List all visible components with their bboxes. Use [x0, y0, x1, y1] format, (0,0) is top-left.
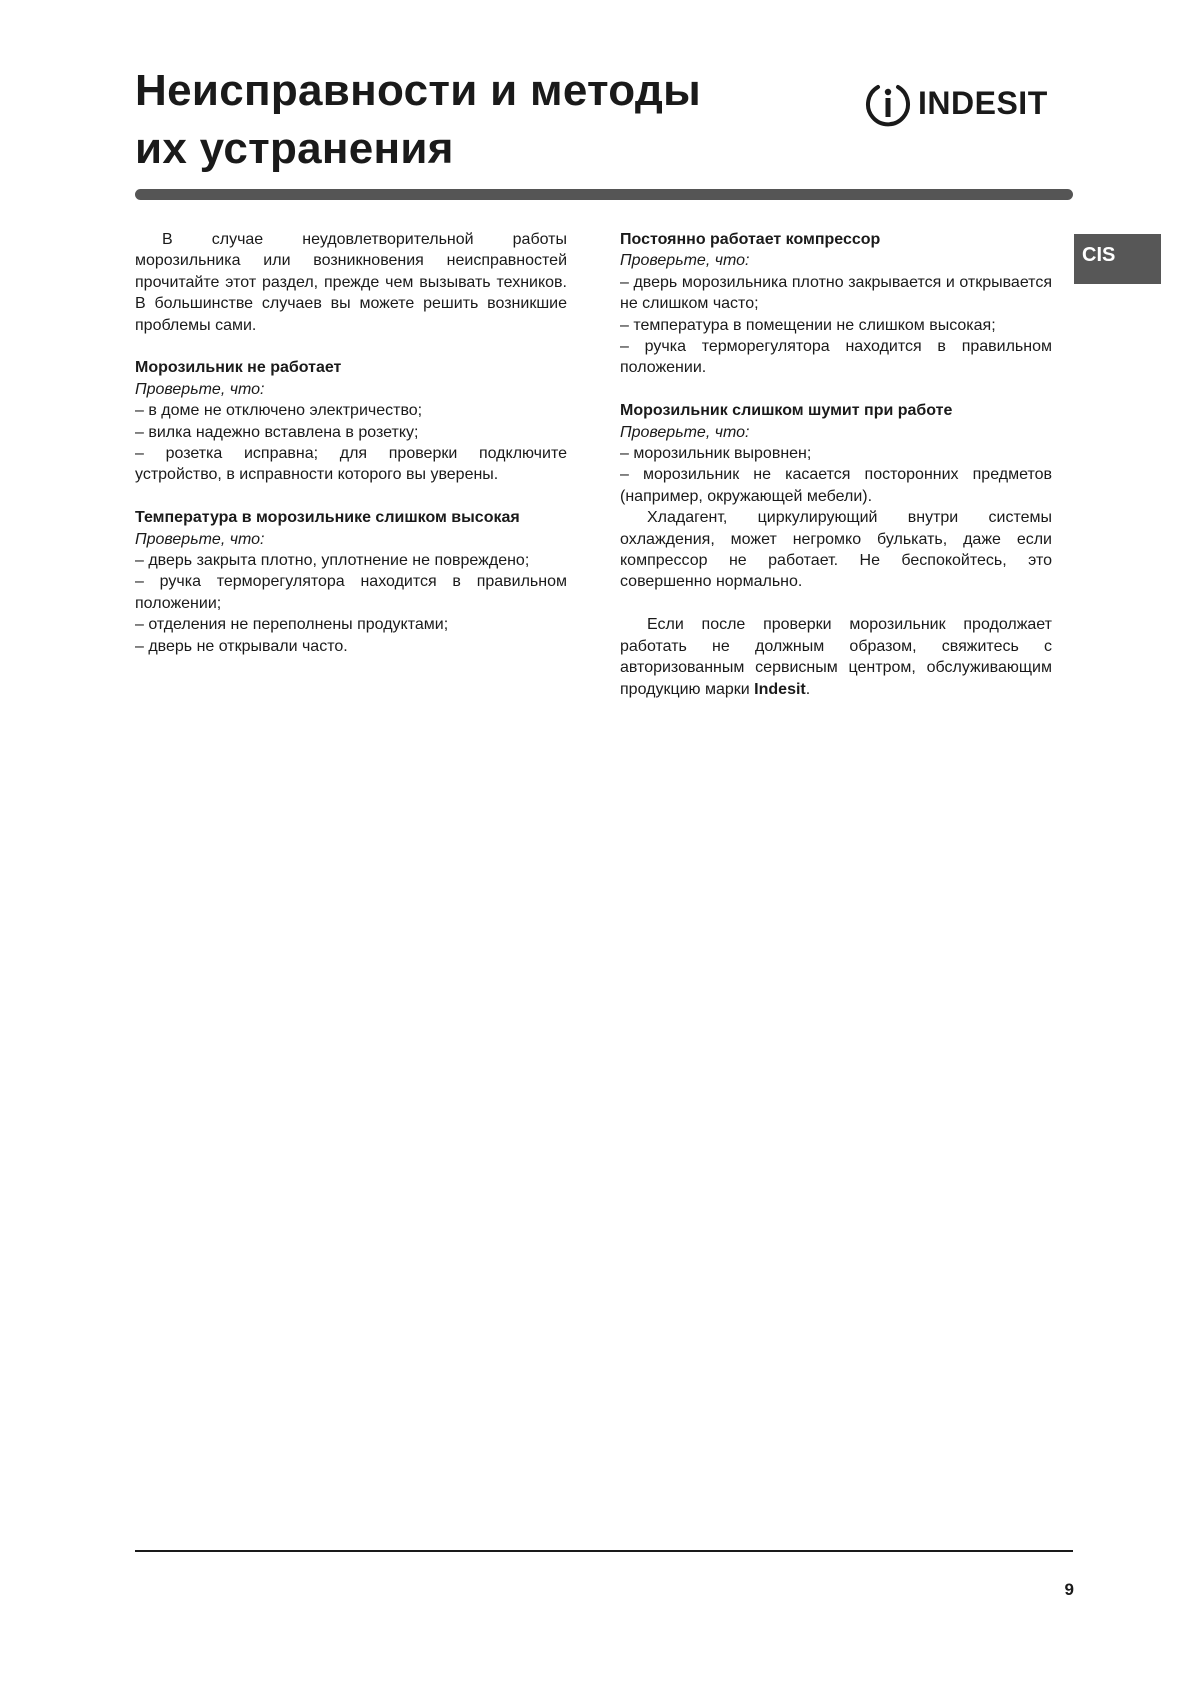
page-title [135, 62, 775, 178]
list-item: – ручка терморегулятора находится в правильном положении; [135, 573, 567, 612]
list-item: – морозильник выровнен; [620, 445, 812, 463]
check-label: Проверьте, что: [620, 252, 750, 270]
page-title-line-1: Неисправности и методы [135, 66, 701, 115]
right-column [620, 229, 1052, 700]
section-heading: Постоянно работает компрессор [620, 231, 881, 248]
list-item: – розетка исправна; для проверки подключите устройство, в исправности которого вы уверены. [135, 445, 567, 484]
closing-paragraph [620, 614, 1052, 700]
refrigerant-note: Хладагент, циркулирующий внутри системы охлаждения, может негромко булькать, даже если компрессор не работает. Не беспокойтесь, это совершенно нормально. [620, 509, 1052, 591]
list-item: – вилка надежно вставлена в розетку; [135, 423, 419, 441]
closing-text: Если после проверки морозильник продолжает работать не должным образом, свяжитесь с авторизованным сервисным центром, обслуживающим продукцию марки [620, 616, 1052, 698]
list-item: – в доме не отключено электричество; [135, 402, 423, 420]
list-item: – отделения не переполнены продуктами; [135, 616, 449, 634]
section-heading: Температура в морозильнике слишком высокая [135, 509, 520, 527]
section-compressor-always-running [620, 229, 1052, 379]
section-freezer-too-noisy [620, 400, 1052, 593]
list-item: – дверь морозильника плотно закрывается и открывается не слишком часто; [620, 273, 1052, 313]
check-label: Проверьте, что: [620, 423, 750, 441]
page-title-line-2: их устранения [135, 124, 454, 173]
header-divider [135, 189, 1073, 200]
check-label: Проверьте, что: [135, 380, 265, 398]
section-heading: Морозильник не работает [135, 359, 342, 377]
list-item: – дверь закрыта плотно, уплотнение не повреждено; [135, 552, 530, 570]
check-label: Проверьте, что: [135, 530, 265, 548]
section-heading: Морозильник слишком шумит при работе [620, 402, 953, 420]
list-item: – морозильник не касается посторонних предметов (например, окружающей мебели). [620, 466, 1052, 505]
left-column [135, 229, 567, 657]
list-item: – температура в помещении не слишком высокая; [620, 316, 996, 334]
closing-brand: Indesit [754, 680, 806, 698]
intro-paragraph: В случае неудовлетворительной работы морозильника или возникновения неисправностей прочитайте этот раздел, прежде чем вызывать техников. В большинстве случаев вы можете решить возникшие проблемы сами. [135, 231, 567, 334]
footer-divider [135, 1550, 1073, 1552]
page-number: 9 [1064, 1580, 1074, 1599]
closing-end: . [805, 680, 811, 698]
list-item: – дверь не открывали часто. [135, 637, 348, 655]
section-temperature-too-high [135, 507, 567, 657]
indesit-logo-icon [864, 79, 912, 127]
brand-logo [864, 78, 1064, 128]
language-tab [1074, 234, 1161, 284]
language-tab-label: CIS [1082, 244, 1116, 266]
brand-logo-text: INDESIT [918, 85, 1048, 121]
section-freezer-not-working [135, 357, 567, 485]
list-item: – ручка терморегулятора находится в правильном положении. [620, 338, 1052, 377]
